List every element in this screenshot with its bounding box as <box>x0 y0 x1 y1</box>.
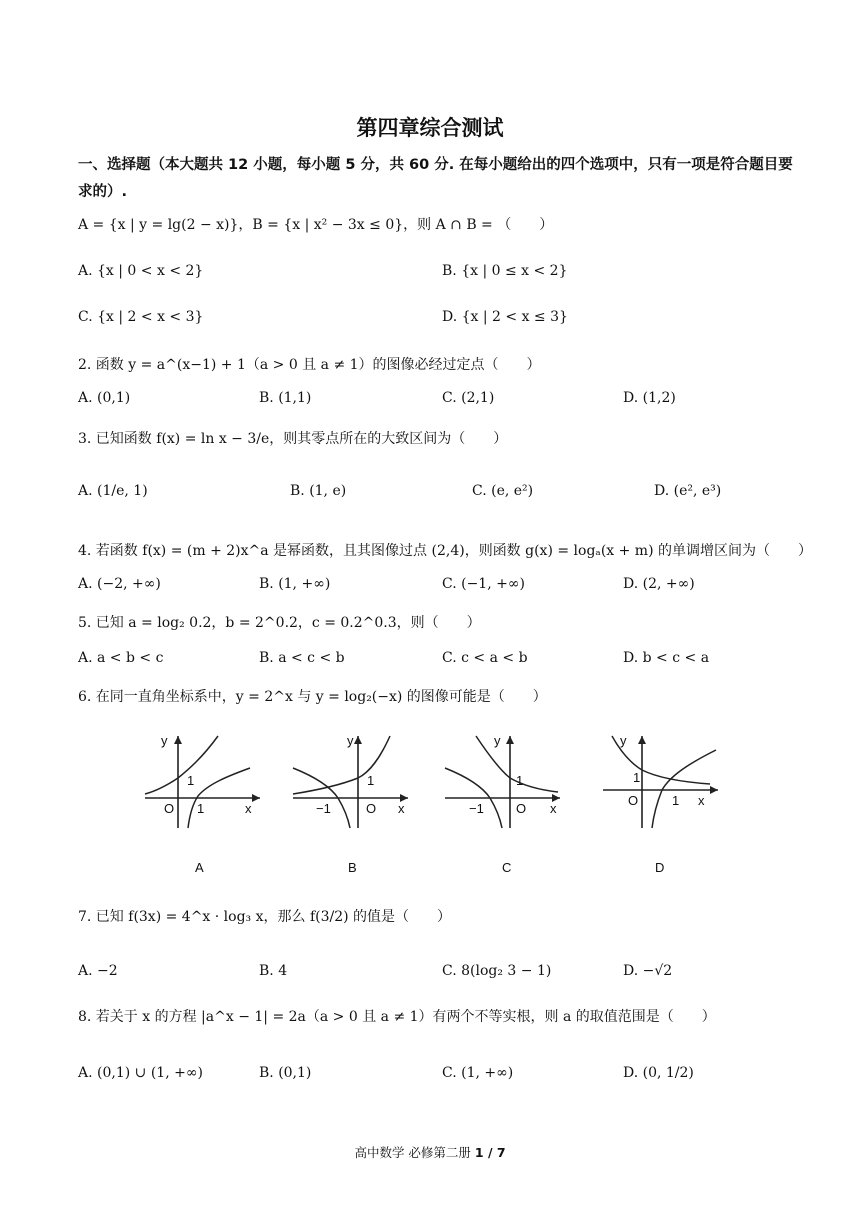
graph-b-origin-label: O <box>366 801 377 816</box>
question-1-stem: A = {x | y = lg(2 − x)}，B = {x | x² − 3x ≤ 0}，则 A ∩ B = （ ） <box>78 217 554 233</box>
curve-exponential <box>293 736 390 794</box>
graph-option-a <box>140 728 265 833</box>
graph-option-c <box>440 728 565 833</box>
x-axis-arrow <box>710 786 718 794</box>
question-3-stem: 3. 已知函数 f(x) = ln x − 3/e，则其零点所在的大致区间为（ ） <box>78 431 508 447</box>
graph-b-y-label: y <box>347 733 354 748</box>
question-8-stem: 8. 若关于 x 的方程 |a^x − 1| = 2a（a > 0 且 a ≠ 1）有两个不等实根，则 a 的取值范围是（ ） <box>78 1009 716 1025</box>
graph-c-origin-label: O <box>516 801 527 816</box>
question-5-stem: 5. 已知 a = log₂ 0.2，b = 2^0.2，c = 0.2^0.3，则（ ） <box>78 615 481 631</box>
graph-d-origin-label: O <box>628 793 639 808</box>
question-2-option-d: D. (1,2) <box>623 390 676 406</box>
question-7-option-a: A. −2 <box>78 963 118 979</box>
graph-b-one-label: 1 <box>367 773 375 788</box>
graph-a-one-x-label: 1 <box>197 801 205 816</box>
graph-b-x-label: x <box>398 801 405 816</box>
question-6-stem: 6. 在同一直角坐标系中，y = 2^x 与 y = log₂(−x) 的图像可能是（ ） <box>78 689 547 705</box>
graph-a-x-label: x <box>245 801 252 816</box>
question-2-stem: 2. 函数 y = a^(x−1) + 1（a > 0 且 a ≠ 1）的图像必经过定点（ ） <box>78 357 541 373</box>
graph-c-one-label: 1 <box>516 773 524 788</box>
graph-d-one-x-label: 1 <box>672 793 680 808</box>
question-4-option-c: C. (−1, +∞) <box>442 576 525 592</box>
question-5-option-b: B. a < c < b <box>259 650 345 666</box>
page-title: 第四章综合测试 <box>356 116 504 140</box>
graph-b-neg-one-label: −1 <box>316 801 331 816</box>
question-8-option-d: D. (0, 1/2) <box>623 1065 694 1081</box>
y-axis-arrow <box>638 736 646 744</box>
question-3-option-b: B. (1, e) <box>290 483 347 499</box>
y-axis-arrow <box>354 736 362 744</box>
curve-logarithmic <box>652 750 716 828</box>
question-3-option-c: C. (e, e²) <box>472 483 534 499</box>
section-heading-choice: 一、选择题（本大题共 12 小题，每小题 5 分，共 60 分. 在每小题给出的四个选项中，只有一项是符合题目要求的）. <box>78 157 793 200</box>
graph-option-d <box>598 728 723 833</box>
question-4-option-d: D. (2, +∞) <box>623 576 695 592</box>
graph-d-one-label: 1 <box>633 770 641 785</box>
graph-a-caption: A <box>195 860 204 875</box>
question-7-option-b: B. 4 <box>259 963 288 979</box>
question-3-option-a: A. (1/e, 1) <box>78 483 148 499</box>
graph-d-y-label: y <box>620 733 627 748</box>
y-axis-arrow <box>174 736 182 744</box>
graph-c-caption: C <box>502 860 512 875</box>
question-1-option-c: C. {x | 2 < x < 3} <box>78 309 204 325</box>
graph-d-x-label: x <box>698 793 705 808</box>
question-8-option-a: A. (0,1) ∪ (1, +∞) <box>78 1065 203 1081</box>
graph-d-caption: D <box>655 860 665 875</box>
question-5-option-d: D. b < c < a <box>623 650 710 666</box>
question-7-option-c: C. 8(log₂ 3 − 1) <box>442 963 552 979</box>
question-5-option-a: A. a < b < c <box>78 650 164 666</box>
question-1-option-a: A. {x | 0 < x < 2} <box>78 263 204 279</box>
question-2-option-b: B. (1,1) <box>259 390 312 406</box>
question-2-option-c: C. (2,1) <box>442 390 495 406</box>
question-8-option-b: B. (0,1) <box>259 1065 312 1081</box>
footer-text: 高中数学 必修第二册 <box>354 1145 475 1160</box>
question-1-option-b: B. {x | 0 ≤ x < 2} <box>442 263 568 279</box>
graph-c-x-label: x <box>550 801 557 816</box>
question-1-option-d: D. {x | 2 < x ≤ 3} <box>442 309 568 325</box>
question-4-option-b: B. (1, +∞) <box>259 576 331 592</box>
question-4-option-a: A. (−2, +∞) <box>78 576 161 592</box>
graph-c-neg-one-label: −1 <box>469 801 484 816</box>
footer-page-number: 1 / 7 <box>474 1145 506 1160</box>
graph-a-y-label: y <box>161 733 168 748</box>
question-4-stem: 4. 若函数 f(x) = (m + 2)x^a 是幂函数，且其图像过点 (2,4)，则函数 g(x) = logₐ(x + m) 的单调增区间为（ ） <box>78 543 812 559</box>
question-3-option-d: D. (e², e³) <box>654 483 722 499</box>
question-8-option-c: C. (1, +∞) <box>442 1065 514 1081</box>
y-axis-arrow <box>506 736 514 744</box>
page-footer <box>0 1143 860 1161</box>
question-7-stem: 7. 已知 f(3x) = 4^x · log₃ x，那么 f(3/2) 的值是（ ） <box>78 909 452 925</box>
graph-c-y-label: y <box>494 733 501 748</box>
question-7-option-d: D. −√2 <box>623 963 673 979</box>
graph-b-caption: B <box>348 860 357 875</box>
graph-a-origin-label: O <box>164 801 175 816</box>
curve-exponential <box>145 736 218 794</box>
graph-a-one-label: 1 <box>187 773 195 788</box>
question-2-option-a: A. (0,1) <box>78 390 131 406</box>
x-axis-arrow <box>252 794 260 802</box>
question-5-option-c: C. c < a < b <box>442 650 528 666</box>
